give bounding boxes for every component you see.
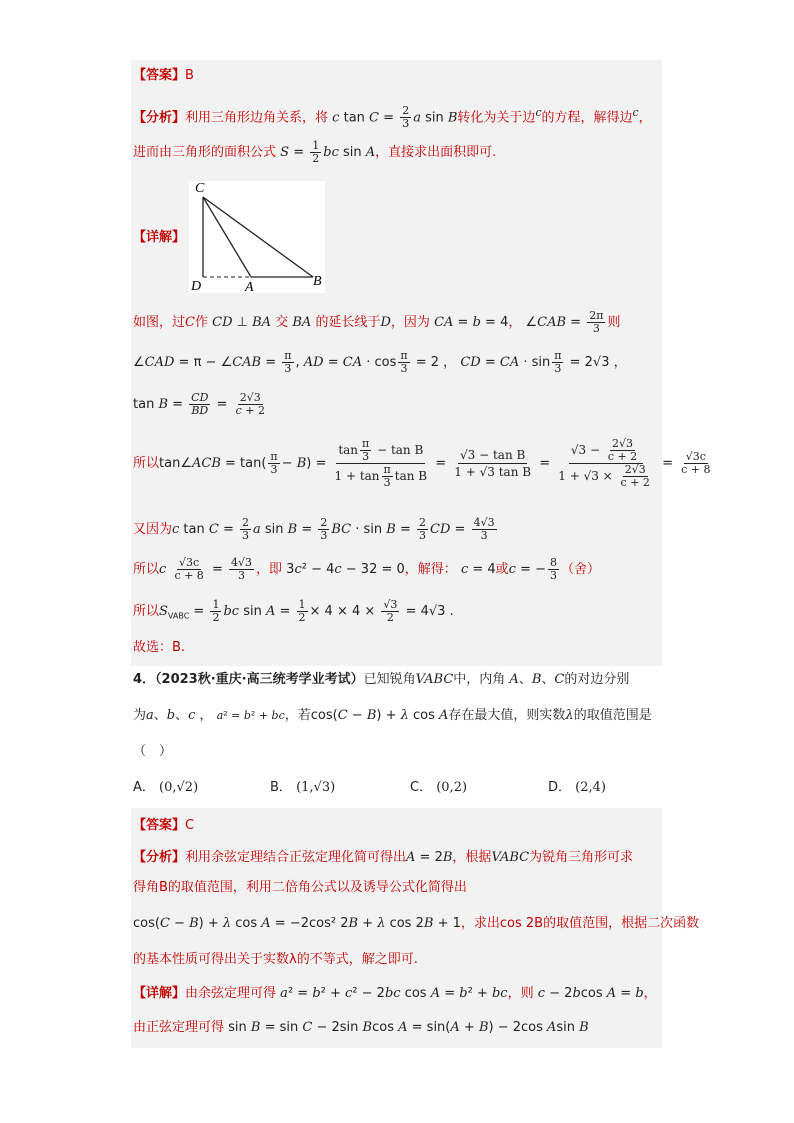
q3-step-5: 又因为c tan C = $\frac{2}{3}$ a sin B = $\frac{2}{3}$ BC · sin B = $\frac{2}{3}$ CD = $\frac{4√3}{3}$ xyxy=(133,516,495,542)
label-C: C xyxy=(195,181,205,196)
triangle-figure xyxy=(189,181,325,293)
detail-label: 【详解】 xyxy=(133,230,186,245)
label-D: D xyxy=(191,279,202,293)
q4-answer xyxy=(133,816,194,836)
answer-value: C xyxy=(185,818,195,833)
analysis-label: 【分析】 xyxy=(133,110,186,126)
label-A: A xyxy=(245,280,254,293)
analysis-label: 【分析】 xyxy=(133,850,186,865)
q3-step-3: tan B = $\frac{CD}{BD}$ = $\frac{2√3}{c + 2}$ xyxy=(133,391,265,417)
q4-analysis-line-3: cos(C − B) + λ cos A = −2cos² 2B + λ cos 2B + 1，求出cos 2B的取值范围，根据二次函数 xyxy=(133,916,700,931)
q3-step-4: 所以tan∠ACB = tan( $\frac{\pi}{3}$ − B) = tan $\frac{\pi}{3}$ − tan B 1 + tan $\frac{\pi}{3}$ tan B = $\frac{\text{√3 − tan B}}{\text{1 + √3 tan B}}$ = √3 − $\frac{2√3}{c + 2}$ 1 + √3 × $\frac{2√3}{c + 2}$ = $\frac{√3c}{c + 8}$ xyxy=(133,437,711,489)
q3-step-1: 如图，过C作 CD ⊥ BA 交 BA 的延长线于D，因为 CA = b = 4， ∠CAB = $\frac{2\pi}{3}$ 则 xyxy=(133,309,621,335)
q4-stem-line-3: （ ） xyxy=(133,744,173,759)
option-d[interactable]: D． (2,4) xyxy=(548,780,606,795)
option-c[interactable]: C． (0,2) xyxy=(410,780,468,795)
triangle-diagram xyxy=(189,181,325,293)
q4-analysis-line-1: 【分析】利用余弦定理结合正弦定理化简可得出A = 2B，根据VABC为锐角三角形可求 xyxy=(133,850,634,865)
q4-stem-line-1: 4．（2023秋·重庆·高三统考学业考试）已知锐角VABC中，内角 A、B、C的对边分别 xyxy=(133,672,630,687)
detail-label: 【详解】 xyxy=(133,986,186,1001)
q4-detail-line-2: 由正弦定理可得 sin B = sin C − 2sin Bcos A = sin(A + B) − 2cos Asin B xyxy=(133,1020,589,1035)
q3-step-7: 所以$S_{VABC}$ = $\frac{1}{2}$ bc sin A = $\frac{1}{2}$ × 4 × 4 × $\frac{√3}{2}$ = 4√3 . xyxy=(133,598,454,624)
q4-stem-line-2: 为a、b、c ， a² = b² + bc，若cos(C − B) + λ cos A存在最大值，则实数λ的取值范围是 xyxy=(133,708,652,723)
option-b[interactable]: B． (1,√3) xyxy=(270,780,336,795)
label-B: B xyxy=(313,274,322,289)
q4-detail-line-1: 【详解】由余弦定理可得 a² = b² + c² − 2bc cos A = b² + bc，则 c − 2bcos A = b， xyxy=(133,986,657,1001)
answer-value: B xyxy=(185,68,194,83)
q3-analysis-line-2: 进而由三角形的面积公式 S = $\frac{1}{2}$ bc sin A，直接求出面积即可. xyxy=(133,139,497,165)
q4-analysis-line-4: 的基本性质可得出关于实数λ的不等式，解之即可. xyxy=(133,952,418,967)
q3-analysis-line-1: 【分析】利用三角形边角关系，将 c tan C = $\frac{2}{3}$ a sin B转化为关于边$^c$的方程，解得边$^c$， xyxy=(133,104,652,131)
q3-conclusion: 故选：B. xyxy=(133,640,186,655)
option-a[interactable]: A． (0,√2) xyxy=(133,780,199,795)
question-number: 4． xyxy=(133,672,156,687)
q3-step-2: ∠CAD = π − ∠CAB = $\frac{\pi}{3}$ , AD = CA · cos $\frac{\pi}{3}$ = 2 ， CD = CA · sin $\frac{\pi}{3}$ = 2√3 ， xyxy=(133,349,627,375)
q3-detail-label xyxy=(133,228,185,248)
q4-analysis-line-2: 得角B的取值范围，利用二倍角公式以及诱导公式化简得出 xyxy=(133,880,467,895)
question-source: （2023秋·重庆·高三统考学业考试） xyxy=(155,672,364,687)
q3-step-6: 所以c $\frac{√3c}{c + 8}$ = $\frac{4√3}{3}$ ，即 3c² − 4c − 32 = 0，解得： c = 4或c = − $\frac{8}{3}$ （舍） xyxy=(133,556,601,582)
answer-label: 【答案】 xyxy=(133,818,186,833)
answer-label: 【答案】 xyxy=(133,68,186,83)
q3-answer xyxy=(133,66,194,86)
